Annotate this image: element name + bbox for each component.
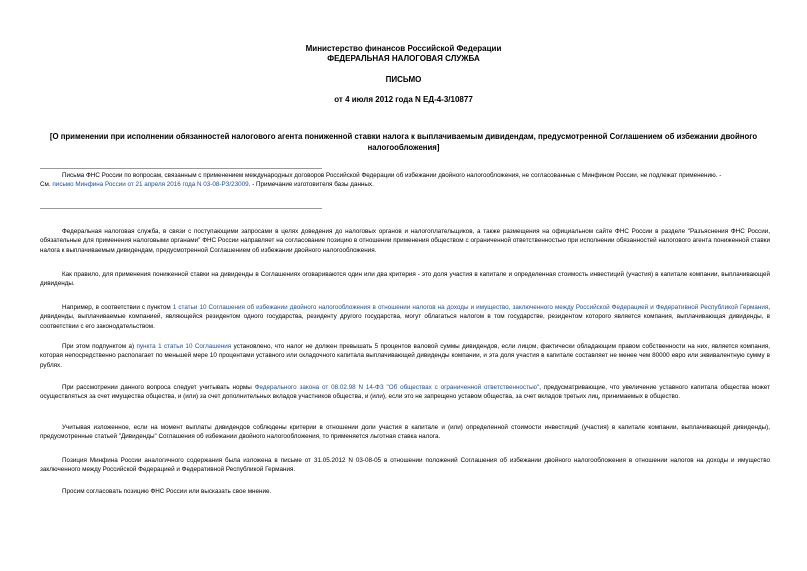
treaty-article-link[interactable]: 1 статьи 10 Соглашения об избежании двойного налогообложения в отношении налогов на доходы и имущество, заключенного между Российской Федерацией и Федеративной Республикой Германия [172, 304, 769, 311]
paragraph-3: Например, в соответствии с пунктом 1 статьи 10 Соглашения об избежании двойного налогообложения в отношении налогов на доходы и имущество, заключенного между Российской Федерацией и Федеративной Республикой Германия, дивиденды, выплачиваемые компанией, являющейся резидентом одного государства, резиденту другого государства, могут облагаться налогом в том государстве, резидентом которого является компания, выплачивающая дивиденды, в соответствии с его законодательством. [40, 304, 770, 330]
paragraph-7: Позиция Минфина России аналогичного содержания была изложена в письме от 31.05.2012 N 03-08-05 в отношении положений Соглашения об избежании двойного налогообложения в отношении налогов на доходы и имущество заключенного между Российской Федерацией и Федеративной Республикой Германия. [40, 457, 770, 474]
federal-law-link[interactable]: Федерального закона от 08.02.98 N 14-ФЗ "Об обществах с ограниченной ответственностью" [254, 384, 540, 391]
paragraph-2: Как правило, для применения пониженной ставки на дивиденды в Соглашениях оговариваются один или два критерия - это доля участия в капитале и определенная стоимость инвестиций (участия) в капитале компании, выплачивающей дивиденды. [40, 271, 770, 288]
editor-note [40, 171, 771, 190]
note-divider-bottom [40, 208, 322, 209]
treaty-point-link[interactable]: пункта 1 статьи 10 Соглашения [136, 343, 232, 350]
note-link[interactable]: письмо Минфина России от 21 апреля 2016 года N 03-08-РЗ/23009 [52, 181, 249, 189]
note-divider-top [40, 168, 322, 169]
paragraph-1: Федеральная налоговая служба, в связи с поступающими запросами в целях доведения до налоговых органов и налогоплательщиков, а также размещения на официальном сайте ФНС России в разделе "Разъяснения ФНС России, обязательные для применения налоговыми органами" ФНС России направляет на согласование позицию в отношении применения обществом с ограниченной ответственностью при исполнении обязанностей налогового агента пониженной ставки налога к выплачиваемым дивидендам, предусмотренной Соглашением об избежании двойного налогообложения. [40, 228, 770, 254]
ministry-name: Министерство финансов Российской Федерации [305, 44, 502, 53]
document-header [0, 44, 807, 106]
paragraph-6: Учитывая изложенное, если на момент выплаты дивидендов соблюдены критерии в отношении доли участия в капитале и (или) определенной стоимости инвестиций (участия) в капитале компании, выплачивающей дивиденды), предусмотренные статьей "Дивиденды" Соглашения об избежании двойного налогообложения, то применяется льготная ставка налога. [40, 424, 770, 441]
service-name: ФЕДЕРАЛЬНАЯ НАЛОГОВАЯ СЛУЖБА [327, 54, 480, 64]
paragraph-8: Просим согласовать позицию ФНС России или высказать свое мнение. [62, 488, 272, 495]
paragraph-5: При рассмотрении данного вопроса следует учитывать нормы Федерального закона от 08.02.98 N 14-ФЗ "Об обществах с ограниченной ответственностью", предусматривающие, что увеличение уставного капитала общества может осуществляться за счет имущества общества, и (или) за счет дополнительных вкладов участников общества, и (или), если это не запрещено уставом общества, за счет вкладов третьих лиц, принимаемых в общество. [40, 384, 770, 401]
document-topic: [О применении при исполнении обязанностей налогового агента пониженной ставки налога к выплачиваемым дивидендам, предусмотренной Соглашением об избежании двойного налогообложения] [49, 132, 758, 153]
document-type: ПИСЬМО [385, 74, 422, 84]
document-date-number: от 4 июля 2012 года N ЕД-4-3/10877 [334, 95, 473, 105]
paragraph-4: При этом подпунктом а) пункта 1 статьи 10 Соглашения установлено, что налог не должен превышать 5 процентов валовой суммы дивидендов, если лицом, фактически обладающим правом собственности на них, является компания, которая непосредственно располагает по меньшей мере 10 процентами уставного или складочного капитала выплачивающей дивиденды компании, и эта доля участия в капитале составляет не менее чем 80000 евро или эквивалентную сумму в рублях. [40, 343, 770, 369]
note-text: Письма ФНС России по вопросам, связанным с применением международных договоров Российской Федерации об избежании двойного налогообложения, не согласованные с Минфином России, не подлежат применению. - [62, 172, 722, 179]
note-see-line: См. письмо Минфина России от 21 апреля 2016 года N 03-08-РЗ/23009. - Примечание изготовителя базы данных. [40, 181, 374, 189]
